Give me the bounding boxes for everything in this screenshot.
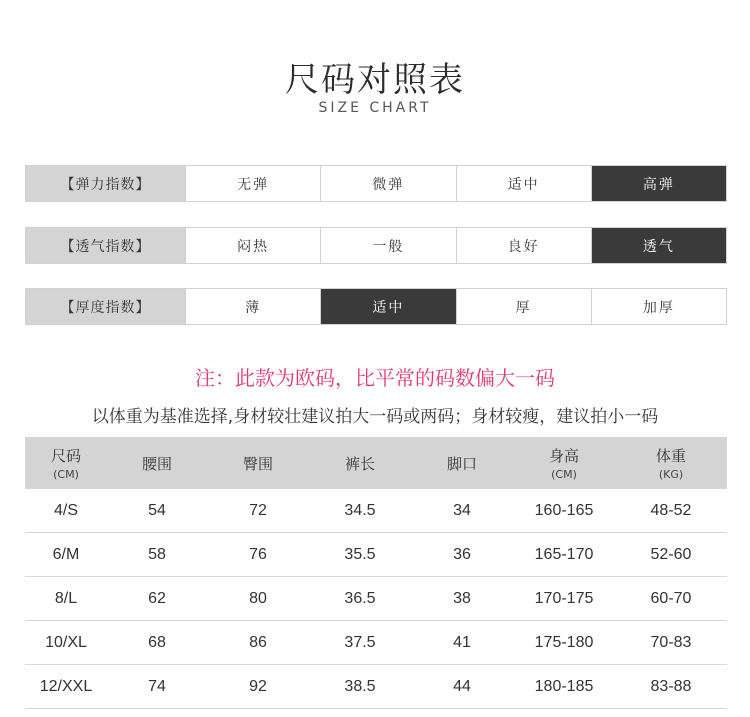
elasticity-option-high: 高弹 (591, 166, 726, 201)
cell-height: 165-170 (534, 545, 594, 563)
header-waist (107, 437, 207, 489)
sizing-note: 注：此款为欧码，比平常的码数偏大一码 (195, 366, 555, 390)
cell-leg-opening: 36 (453, 545, 471, 563)
breathability-option-good: 良好 (456, 228, 591, 263)
cell-waist: 54 (148, 501, 166, 519)
cell-waist: 58 (148, 545, 166, 563)
breathability-option-breathable: 透气 (591, 228, 726, 263)
header-leg-opening (411, 437, 513, 489)
breathability-index-label: 【透气指数】 (26, 228, 185, 263)
size-table (25, 437, 727, 709)
cell-length: 38.5 (344, 677, 376, 695)
header-size-unit: (CM) (53, 468, 79, 481)
cell-height: 160-165 (534, 501, 594, 519)
header-size (25, 437, 107, 489)
breathability-option-stuffy: 闷热 (185, 228, 320, 263)
cell-hip: 92 (249, 677, 267, 695)
header-height-label: 身高 (548, 447, 579, 465)
cell-size: 8/L (54, 589, 78, 607)
elasticity-option-medium: 适中 (456, 166, 591, 201)
header-hip (207, 437, 309, 489)
cell-length: 35.5 (344, 545, 376, 563)
table-row (25, 577, 727, 621)
cell-waist: 74 (148, 677, 166, 695)
cell-weight: 60-70 (650, 589, 692, 607)
elasticity-index-row (25, 165, 727, 202)
header-weight-unit: (KG) (658, 468, 684, 481)
header-height (513, 437, 615, 489)
cell-hip: 80 (249, 589, 267, 607)
cell-weight: 48-52 (650, 501, 692, 519)
cell-leg-opening: 38 (453, 589, 471, 607)
header-height-unit: (CM) (551, 468, 577, 481)
header-hip-label: 臀围 (242, 454, 273, 473)
cell-size: 12/XXL (39, 677, 93, 695)
cell-leg-opening: 44 (453, 677, 471, 695)
cell-size: 6/M (52, 545, 80, 563)
cell-weight: 52-60 (650, 545, 692, 563)
header-leg-opening-label: 脚口 (446, 454, 477, 473)
thickness-option-medium: 适中 (320, 289, 455, 324)
table-row (25, 489, 727, 533)
header-length-label: 裤长 (344, 454, 375, 473)
header-length (309, 437, 411, 489)
cell-height: 175-180 (534, 633, 594, 651)
thickness-option-thick: 厚 (456, 289, 591, 324)
elasticity-option-none: 无弹 (185, 166, 320, 201)
cell-height: 170-175 (534, 589, 594, 607)
header-weight (615, 437, 727, 489)
table-row (25, 621, 727, 665)
thickness-index-label: 【厚度指数】 (26, 289, 185, 324)
cell-leg-opening: 41 (453, 633, 471, 651)
header-weight-label: 体重 (655, 447, 686, 465)
thickness-option-extra-thick: 加厚 (591, 289, 726, 324)
cell-size: 10/XL (45, 633, 87, 651)
cell-hip: 76 (249, 545, 267, 563)
cell-length: 36.5 (344, 589, 376, 607)
breathability-option-average: 一般 (320, 228, 455, 263)
sizing-advice: 以体重为基准选择,身材较壮建议拍大一码或两码；身材较瘦，建议拍小一码 (91, 407, 659, 427)
cell-hip: 72 (249, 501, 267, 519)
thickness-option-thin: 薄 (185, 289, 320, 324)
cell-weight: 83-88 (650, 677, 692, 695)
cell-length: 37.5 (344, 633, 376, 651)
table-row (25, 533, 727, 577)
table-row (25, 665, 727, 709)
thickness-index-row (25, 288, 727, 325)
table-header-row (25, 437, 727, 489)
breathability-index-row (25, 227, 727, 264)
header-size-label: 尺码 (50, 447, 81, 465)
cell-hip: 86 (249, 633, 267, 651)
cell-waist: 68 (148, 633, 166, 651)
elasticity-index-label: 【弹力指数】 (26, 166, 185, 201)
header-waist-label: 腰围 (141, 454, 172, 473)
page-subtitle: SIZE CHART (318, 100, 432, 116)
cell-waist: 62 (148, 589, 166, 607)
cell-height: 180-185 (534, 677, 594, 695)
cell-weight: 70-83 (650, 633, 692, 651)
elasticity-option-slight: 微弹 (320, 166, 455, 201)
cell-length: 34.5 (344, 501, 376, 519)
cell-leg-opening: 34 (453, 501, 471, 519)
cell-size: 4/S (53, 501, 78, 519)
page-title: 尺码对照表 (285, 60, 465, 100)
